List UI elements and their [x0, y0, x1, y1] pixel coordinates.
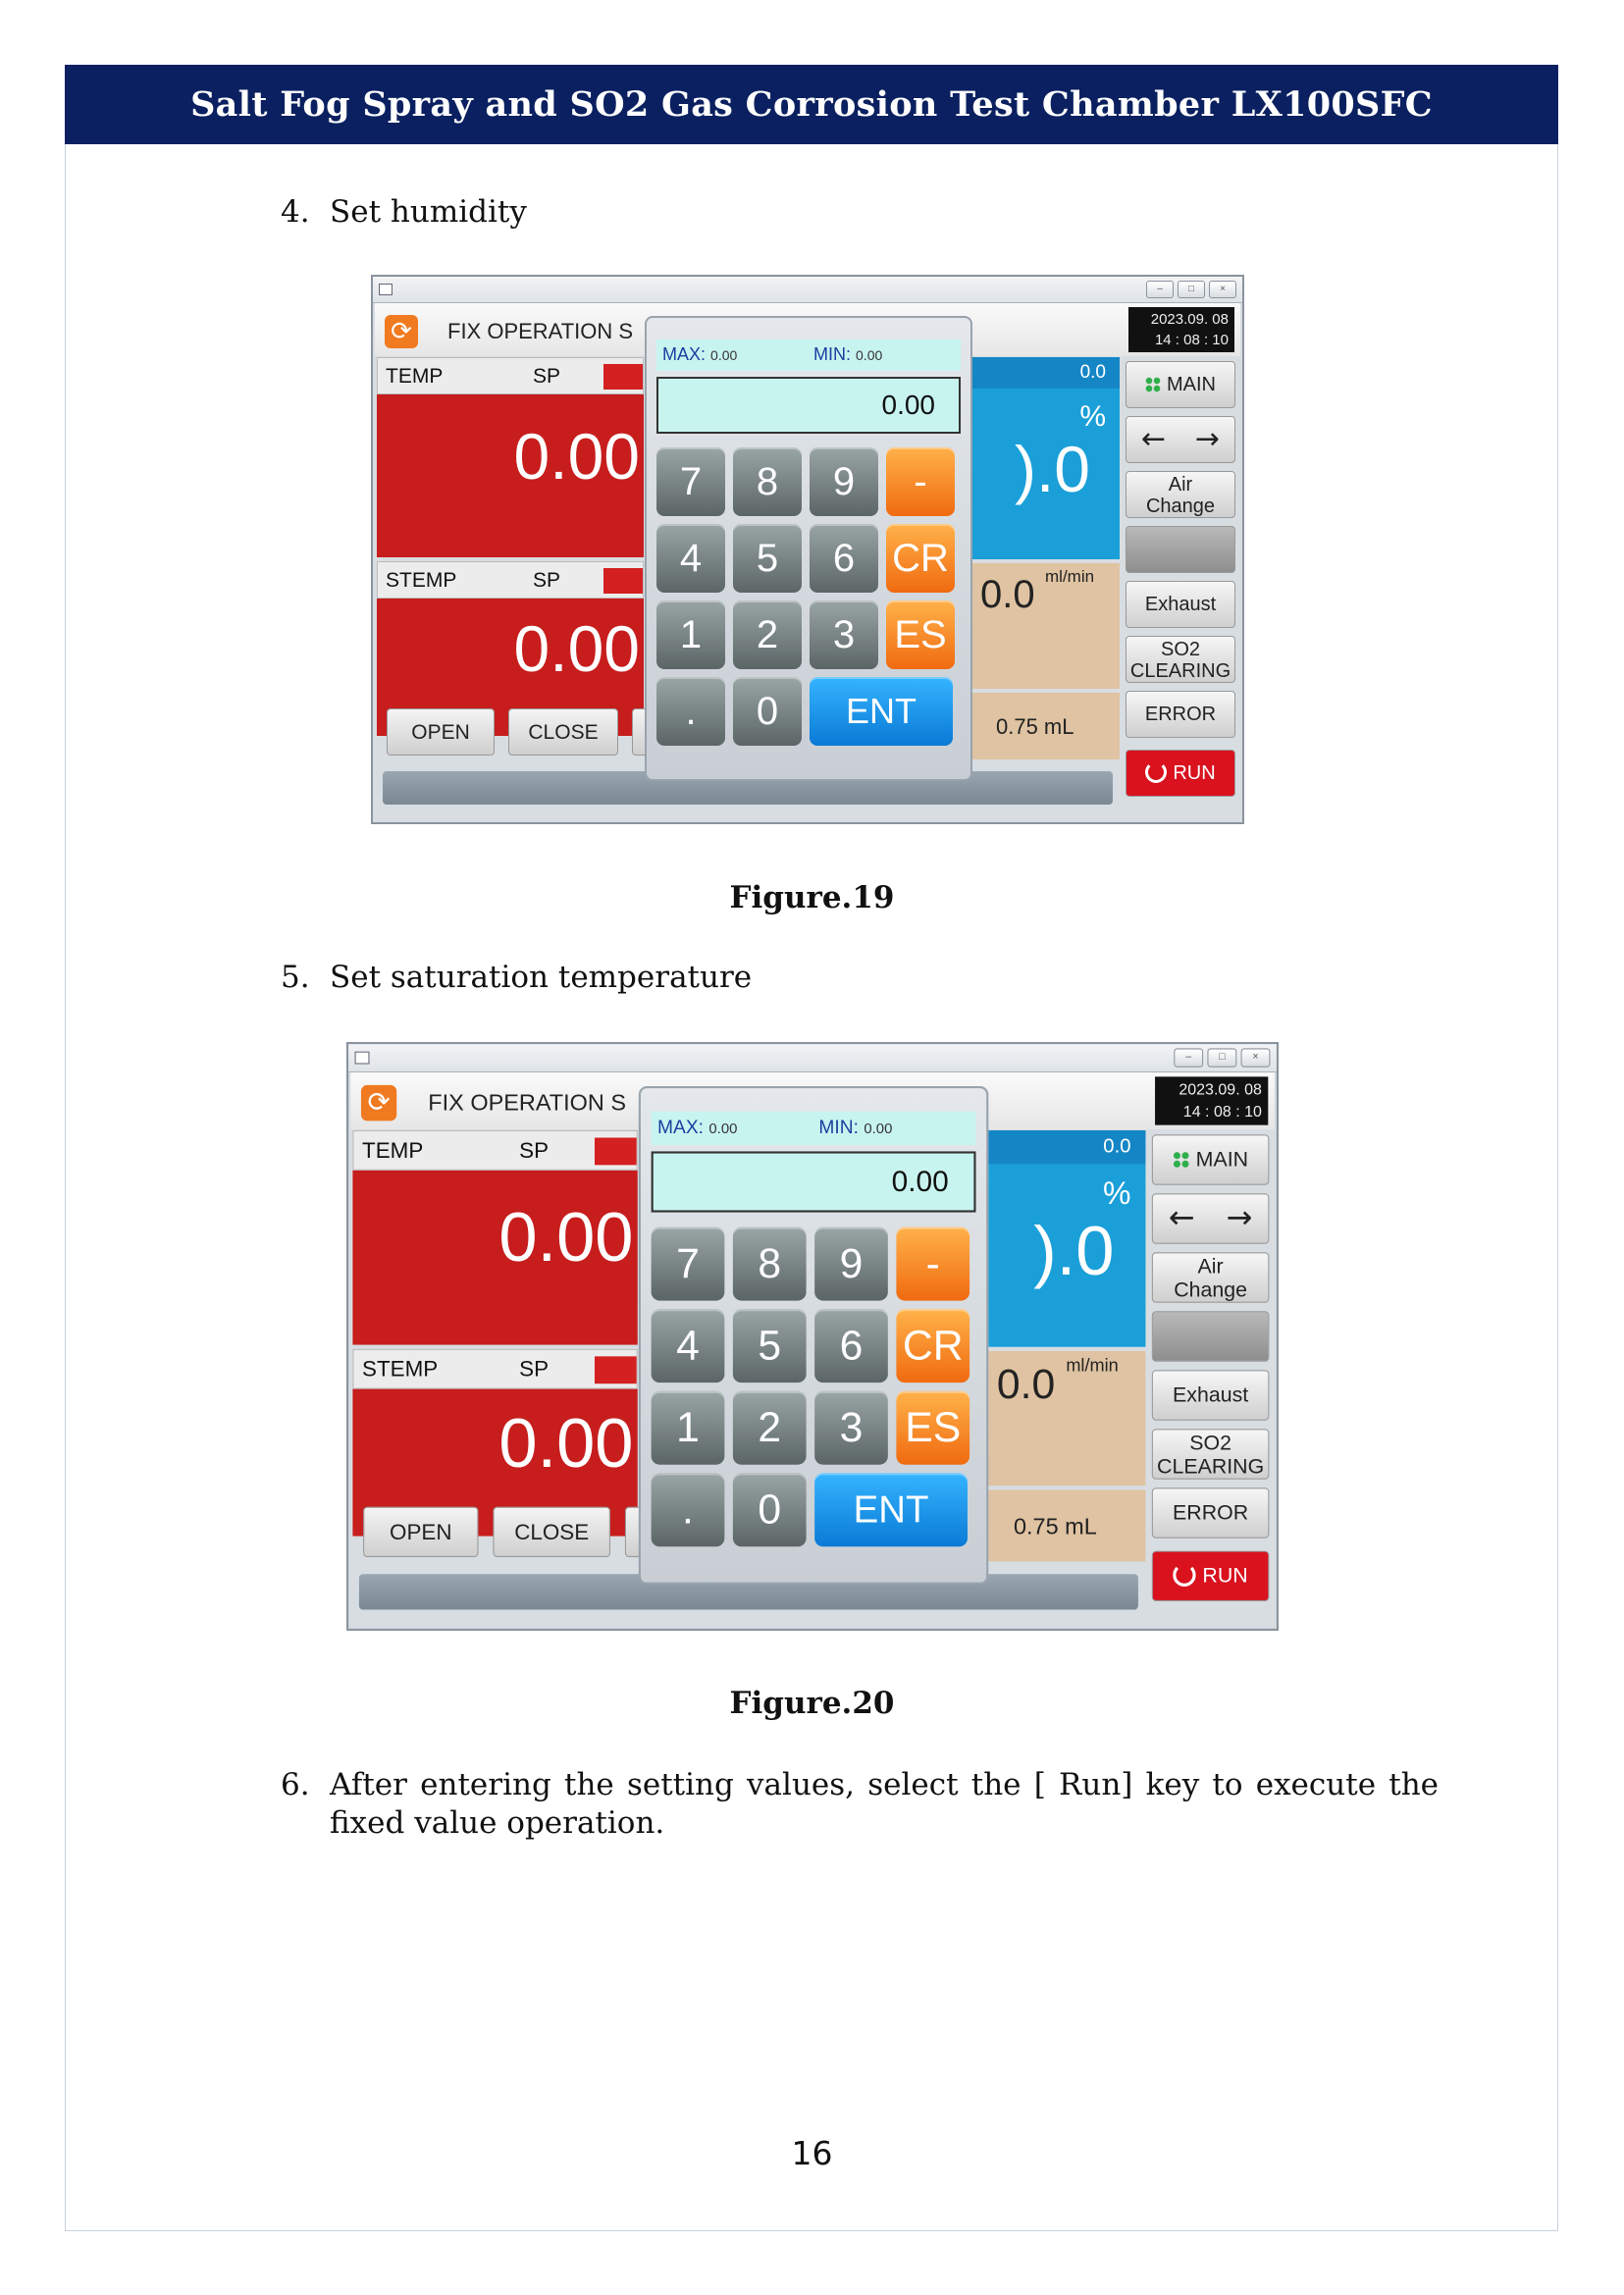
key-3[interactable]: 3 — [810, 600, 878, 669]
humidity-panel[interactable] — [972, 357, 1120, 559]
key-1[interactable]: 1 — [656, 600, 725, 669]
air-change-label-1: Air — [1197, 1255, 1224, 1279]
refresh-icon[interactable]: ⟳ — [385, 315, 418, 348]
max-label: MAX: — [662, 344, 707, 364]
temp-label: TEMP — [362, 1138, 424, 1164]
main-button[interactable] — [1152, 1134, 1270, 1184]
air-change-label-1: Air — [1168, 474, 1193, 496]
key-enter[interactable]: ENT — [814, 1473, 968, 1546]
figure-20-screenshot — [346, 1042, 1279, 1631]
temp-label: TEMP — [386, 365, 444, 388]
humidity-value: ).0 — [1033, 1211, 1115, 1289]
maximize-button[interactable]: □ — [1178, 281, 1205, 298]
minimize-button[interactable]: – — [1146, 281, 1174, 298]
key-5[interactable]: 5 — [733, 524, 802, 593]
key-6[interactable]: 6 — [810, 524, 878, 593]
stemp-row — [352, 1349, 637, 1389]
datetime-display — [1155, 1076, 1268, 1124]
so2-label-1: SO2 — [1160, 639, 1201, 660]
sp-label: SP — [533, 365, 561, 388]
temp-value-display[interactable] — [377, 394, 644, 557]
date-text: 2023.09. 08 — [1150, 311, 1229, 328]
arrow-right-icon[interactable]: → — [1226, 1199, 1253, 1237]
hmi-window — [371, 275, 1244, 824]
stemp-sp-field[interactable] — [603, 568, 643, 594]
flow-value: 0.0 — [996, 1361, 1056, 1408]
key-cr[interactable]: CR — [886, 524, 955, 593]
flow-panel — [988, 1351, 1145, 1486]
temp-value: 0.00 — [498, 1197, 634, 1276]
key-es[interactable]: ES — [896, 1391, 969, 1465]
key-8[interactable]: 8 — [733, 1227, 807, 1301]
header-title: Salt Fog Spray and SO2 Gas Corrosion Test Chamber LX100SFC — [190, 84, 1433, 125]
stemp-value: 0.00 — [498, 1403, 634, 1482]
hmi-window — [346, 1042, 1279, 1631]
key-6[interactable]: 6 — [814, 1309, 888, 1382]
temp-row — [352, 1130, 637, 1171]
step-4 — [281, 194, 527, 230]
grid-icon — [1145, 377, 1161, 392]
key-4[interactable]: 4 — [656, 524, 725, 593]
humidity-value: ).0 — [1014, 433, 1090, 505]
key-9[interactable]: 9 — [814, 1227, 888, 1301]
figure-20-caption: Figure.20 — [729, 1686, 895, 1721]
volume-panel — [972, 693, 1120, 759]
open-button[interactable]: OPEN — [363, 1507, 478, 1557]
key-0[interactable]: 0 — [733, 677, 802, 746]
key-minus[interactable]: - — [886, 447, 955, 516]
stemp-label: STEMP — [362, 1357, 439, 1382]
flow-unit: ml/min — [1066, 1355, 1119, 1376]
temp-sp-field[interactable] — [603, 364, 643, 390]
blank-button[interactable] — [1126, 526, 1235, 573]
run-icon — [1145, 761, 1167, 783]
stemp-row — [377, 561, 644, 599]
key-1[interactable]: 1 — [652, 1391, 725, 1465]
main-button[interactable] — [1126, 361, 1235, 408]
key-es[interactable]: ES — [886, 600, 955, 669]
arrow-left-icon[interactable]: ← — [1168, 1199, 1195, 1237]
key-0[interactable]: 0 — [733, 1473, 807, 1546]
arrow-left-icon[interactable]: ← — [1140, 422, 1167, 456]
step-text: After entering the setting values, select the [ Run] key to execute the fixed value operation. — [330, 1767, 1439, 1841]
humidity-unit: % — [1103, 1176, 1131, 1212]
step-text: Set saturation temperature — [330, 960, 753, 995]
key-3[interactable]: 3 — [814, 1391, 888, 1465]
key-2[interactable]: 2 — [733, 600, 802, 669]
min-value: 0.00 — [864, 1120, 893, 1137]
run-label: RUN — [1202, 1564, 1248, 1589]
key-minus[interactable]: - — [896, 1227, 969, 1301]
min-label: MIN: — [818, 1117, 859, 1138]
keypad-display[interactable]: 0.00 — [656, 377, 961, 434]
time-text: 14 : 08 : 10 — [1154, 332, 1229, 348]
close-window-button[interactable]: × — [1241, 1048, 1271, 1067]
air-change-label-2: Change — [1145, 496, 1216, 517]
key-2[interactable]: 2 — [733, 1391, 807, 1465]
keypad-limits — [656, 339, 961, 371]
exhaust-button[interactable]: Exhaust — [1126, 581, 1235, 628]
date-text: 2023.09. 08 — [1179, 1080, 1262, 1099]
page-header — [65, 65, 1558, 144]
page-number: 16 — [791, 2134, 833, 2172]
arrow-right-icon[interactable]: → — [1194, 422, 1221, 456]
run-button[interactable] — [1152, 1551, 1270, 1601]
volume-value: 0.75 mL — [1013, 1513, 1097, 1539]
key-dot[interactable]: . — [652, 1473, 725, 1546]
humidity-top-value: 0.0 — [972, 357, 1120, 389]
window-titlebar — [373, 277, 1242, 303]
so2-label-2: CLEARING — [1157, 1455, 1265, 1479]
key-5[interactable]: 5 — [733, 1309, 807, 1382]
max-label: MAX: — [657, 1117, 705, 1138]
window-icon — [379, 284, 393, 295]
step-number: 4. — [281, 194, 310, 230]
maximize-button[interactable]: □ — [1207, 1048, 1236, 1067]
main-label: MAIN — [1195, 1148, 1249, 1172]
run-button[interactable] — [1126, 750, 1235, 797]
window-icon — [355, 1052, 370, 1065]
error-button[interactable]: ERROR — [1152, 1487, 1270, 1538]
volume-panel — [988, 1489, 1145, 1561]
stemp-label: STEMP — [386, 569, 457, 592]
app-title: FIX OPERATION S — [447, 319, 634, 343]
humidity-panel[interactable] — [988, 1130, 1145, 1347]
flow-unit: ml/min — [1045, 567, 1095, 586]
close-button[interactable]: CLOSE — [493, 1507, 610, 1557]
so2-clearing-button[interactable] — [1152, 1429, 1270, 1479]
key-9[interactable]: 9 — [810, 447, 878, 516]
key-7[interactable]: 7 — [652, 1227, 725, 1301]
humidity-unit: % — [1079, 400, 1106, 433]
window-titlebar — [348, 1044, 1277, 1072]
key-cr[interactable]: CR — [896, 1309, 969, 1382]
key-enter[interactable]: ENT — [810, 677, 953, 746]
sp-label: SP — [519, 1357, 550, 1382]
exhaust-button[interactable]: Exhaust — [1152, 1370, 1270, 1420]
close-window-button[interactable]: × — [1209, 281, 1236, 298]
max-value: 0.00 — [708, 1120, 738, 1137]
step-6 — [281, 1766, 1439, 1843]
max-value: 0.00 — [710, 347, 738, 363]
step-5 — [281, 960, 752, 995]
keypad-display[interactable]: 0.00 — [652, 1151, 976, 1212]
air-change-button[interactable] — [1152, 1252, 1270, 1302]
so2-label-2: CLEARING — [1129, 660, 1231, 682]
temp-panel — [377, 357, 644, 557]
app-title: FIX OPERATION S — [428, 1089, 627, 1116]
temp-panel — [352, 1130, 637, 1345]
figure-19-screenshot — [371, 275, 1244, 824]
time-text: 14 : 08 : 10 — [1182, 1103, 1262, 1121]
step-text: Set humidity — [330, 194, 527, 230]
open-button[interactable]: OPEN — [387, 708, 495, 756]
flow-value: 0.0 — [980, 573, 1035, 616]
min-label: MIN: — [813, 344, 851, 364]
air-change-label-2: Change — [1174, 1278, 1248, 1302]
so2-label-1: SO2 — [1189, 1432, 1231, 1456]
step-number: 6. — [281, 1767, 310, 1802]
close-button[interactable]: CLOSE — [508, 708, 618, 756]
temp-row — [377, 357, 644, 394]
temp-value: 0.00 — [513, 420, 640, 493]
main-label: MAIN — [1167, 374, 1216, 395]
key-dot[interactable]: . — [656, 677, 725, 746]
key-4[interactable]: 4 — [652, 1309, 725, 1382]
grid-icon — [1173, 1151, 1189, 1168]
arrow-buttons[interactable] — [1152, 1193, 1270, 1243]
arrow-buttons[interactable] — [1126, 416, 1235, 463]
key-8[interactable]: 8 — [733, 447, 802, 516]
temp-sp-field[interactable] — [595, 1138, 637, 1166]
keypad-limits — [652, 1112, 976, 1145]
air-change-button[interactable] — [1126, 471, 1235, 518]
sp-label: SP — [533, 569, 561, 592]
key-7[interactable]: 7 — [656, 447, 725, 516]
numeric-keypad-popup — [645, 316, 972, 781]
stemp-sp-field[interactable] — [595, 1356, 637, 1383]
volume-value: 0.75 mL — [996, 714, 1074, 739]
sp-label: SP — [519, 1138, 550, 1164]
datetime-display — [1128, 307, 1234, 352]
run-label: RUN — [1173, 762, 1216, 784]
step-number: 5. — [281, 960, 310, 995]
blank-button[interactable] — [1152, 1311, 1270, 1361]
flow-panel — [972, 563, 1120, 689]
stemp-value: 0.00 — [513, 612, 640, 685]
humidity-top-value: 0.0 — [988, 1130, 1145, 1164]
temp-value-display[interactable] — [352, 1171, 637, 1345]
refresh-icon[interactable]: ⟳ — [361, 1085, 396, 1121]
run-icon — [1174, 1563, 1196, 1587]
min-value: 0.00 — [856, 347, 883, 363]
error-button[interactable]: ERROR — [1126, 691, 1235, 738]
numeric-keypad-popup — [639, 1086, 989, 1585]
minimize-button[interactable]: – — [1174, 1048, 1203, 1067]
figure-19-caption: Figure.19 — [729, 880, 895, 915]
so2-clearing-button[interactable] — [1126, 636, 1235, 683]
